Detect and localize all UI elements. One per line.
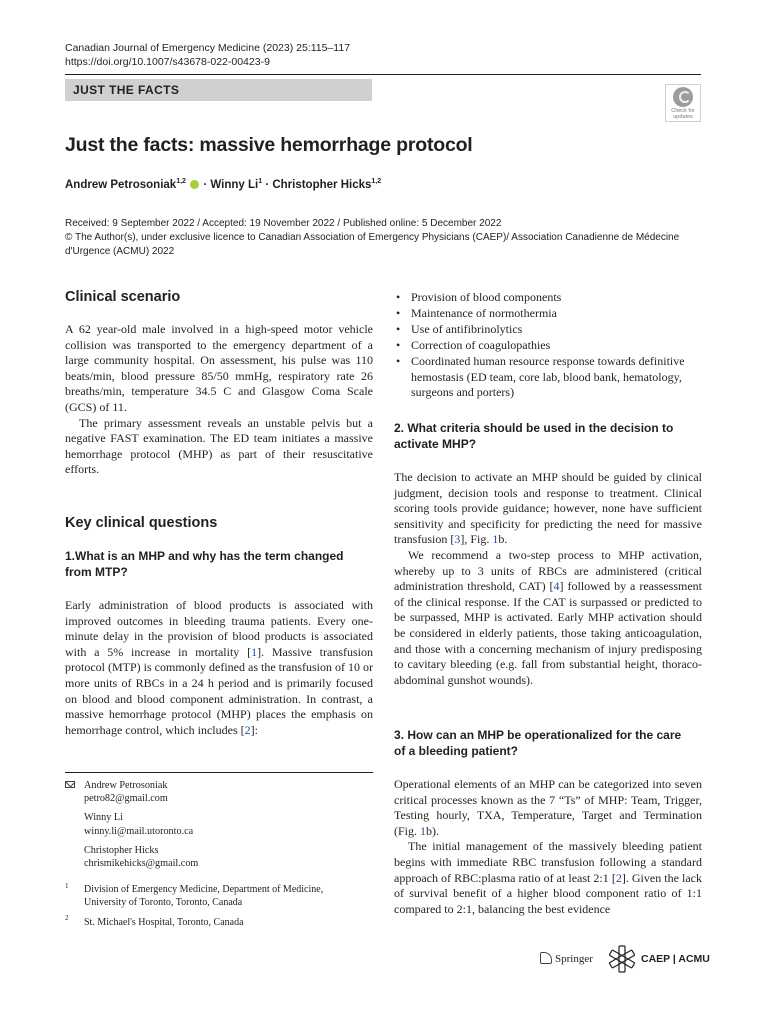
list-item: • Use of antifibrinolytics: [394, 322, 704, 338]
citation-link[interactable]: 1: [251, 644, 258, 659]
citation-link[interactable]: 2: [244, 722, 251, 737]
article-dates: [65, 217, 705, 259]
heading-clinical-scenario: Clinical scenario: [65, 289, 181, 305]
springer-label: Springer: [555, 953, 593, 965]
caep-acmu-logo: [641, 953, 710, 965]
figure-link[interactable]: 1: [492, 532, 499, 547]
logo-divider: |: [672, 953, 676, 965]
article-title: Just the facts: massive hemorrhage protocol: [65, 134, 473, 156]
heading-question-1: 1.What is an MHP and why has the term changed from MTP?: [65, 549, 344, 579]
question-1-text: [65, 598, 373, 738]
journal-header: [65, 41, 350, 69]
question-3-text: [394, 777, 702, 917]
citation-link[interactable]: 4: [553, 579, 560, 594]
acmu-label: ACMU: [678, 953, 710, 965]
text-span: b.: [498, 532, 508, 547]
text-span: ]:: [250, 722, 258, 737]
paragraph: [394, 548, 702, 688]
figure-link[interactable]: 1: [420, 823, 427, 838]
citation-link[interactable]: 2: [615, 870, 622, 885]
orcid-icon[interactable]: [190, 180, 199, 189]
hemorrhage-control-list: [394, 290, 704, 401]
caep-label: CAEP: [641, 953, 670, 965]
affiliation-number: 2: [65, 914, 69, 922]
list-item: • Coordinated human resource response towards definitive hemostasis (ED team, core lab, blood bank, hematology, surgeons and porters): [394, 354, 704, 402]
author-list: [65, 178, 381, 191]
author-separator: ·: [200, 178, 211, 191]
question-2-text: [394, 470, 702, 688]
text-span: We recommend a two-step process to MHP activation, whereby up to 3 units of RBCs are administered (critical administration threshold, CAT) [: [394, 547, 702, 594]
paragraph: [65, 598, 373, 738]
contact-email[interactable]: petro82@gmail.com: [84, 793, 168, 805]
contact-email[interactable]: chrismikehicks@gmail.com: [84, 858, 199, 870]
list-item: • Correction of coagulopathies: [394, 338, 704, 354]
author-affiliation: 1,2: [371, 178, 382, 185]
clinical-scenario-text: [65, 322, 373, 478]
doi-link[interactable]: https://doi.org/10.1007/s43678-022-00423-9: [65, 56, 270, 68]
heading-key-questions: Key clinical questions: [65, 515, 218, 531]
contact-name: Andrew Petrosoniak: [84, 780, 168, 791]
heading-question-2: 2. What criteria should be used in the decision to activate MHP?: [394, 421, 674, 451]
springer-logo: [540, 952, 593, 965]
received-dates: Received: 9 September 2022 / Accepted: 19 November 2022 / Published online: 5 December 2022: [65, 218, 502, 229]
check-updates-icon: [673, 87, 693, 107]
text-span: The decision to activate an MHP should be guided by clinical judgment, decision tools and response to treatment. Clinical scoring tools provide guidance; however, none have sufficient sensitivity and specificity for predicting the need for massive transfusion [: [394, 470, 702, 547]
section-banner: JUST THE FACTS: [65, 79, 372, 101]
affiliation-text: St. Michael's Hospital, Toronto, Canada: [84, 917, 244, 928]
affiliation-number: 1: [65, 882, 69, 890]
footnote-rule: [65, 772, 373, 773]
paragraph: [394, 777, 702, 839]
header-rule: [65, 74, 701, 75]
author-affiliation: 1: [258, 178, 263, 185]
contact-name: Christopher Hicks: [84, 844, 159, 856]
author-affiliation: 1,2: [176, 178, 186, 185]
list-item: • Maintenance of normothermia: [394, 306, 704, 322]
correspondence-block: [84, 779, 198, 870]
journal-citation: Canadian Journal of Emergency Medicine (2023) 25:115–117: [65, 42, 351, 54]
text-span: ] followed by a reassessment of the clinical response. If the CAT is surpassed or predicted to be surpassed, MHP is activated. Early MHP activation should be considered in elderly patients, those taking anticoagulation, and those with a concerning mechanism of injury predisposing to cavitary bleeding (e.g. fall from substantial height, thoraco-abdominal gunshot wounds).: [394, 579, 702, 687]
author-separator: ·: [262, 178, 273, 191]
text-span: b).: [426, 823, 440, 838]
paragraph: [394, 839, 702, 917]
check-updates-label: Check for updates: [671, 108, 695, 120]
author-name[interactable]: Andrew Petrosoniak: [65, 178, 177, 191]
contact-email[interactable]: winny.li@mail.utoronto.ca: [84, 825, 194, 837]
author-name[interactable]: Christopher Hicks: [272, 178, 372, 191]
text-span: ]. Massive transfusion protocol (MTP) is commonly defined as the transfusion of 10 or more units of RBCs in a 24 h period and is primarily focused on blood and blood component administration. In contrast, a massive hemorrhage protocol (MHP) places the emphasis on hemorrhage control, which includes [: [65, 644, 373, 737]
list-item: • Provision of blood components: [394, 290, 704, 306]
text-span: The initial management of the massively bleeding patient begins with immediate RBC transfusion following a standard approach of RBC:plasma ratio of at least 2:1 [: [394, 839, 702, 885]
heading-question-3: 3. How can an MHP be operationalized for the care of a bleeding patient?: [394, 728, 682, 758]
affiliation-text: Division of Emergency Medicine, Department of Medicine, University of Toronto, Toronto, Canada: [84, 884, 324, 908]
paragraph: A 62 year-old male involved in a high-speed motor vehicle collision was transported to the emergency department of a large community hospital. On assessment, his pulse was 110 beats/min, blood pressure 85/50 mmHg, respiratory rate 26 breaths/min, temperature 34.5 C and Glasgow Coma Scale (GCS) of 11.: [65, 322, 373, 414]
envelope-icon: [65, 781, 75, 788]
caep-asterisk-icon: [607, 945, 637, 973]
springer-horse-icon: [540, 952, 552, 964]
citation-link[interactable]: 3: [454, 532, 461, 547]
text-span: ]. Given the lack of survival benefit of a higher blood component ratio of 1:1 compared to 2:1, balancing the best evidence: [394, 870, 703, 916]
copyright-notice: © The Author(s), under exclusive licence to Canadian Association of Emergency Physicians (CAEP)/ Association Canadienne de Médecine d'Urgence (ACMU) 2022: [65, 232, 680, 257]
paragraph: [394, 470, 702, 548]
text-span: Operational elements of an MHP can be categorized into seven critical processes known as the 7 “Ts” of MHP: Team, Trigger, Testing hourly, TXA, Temperature, Target and Termination (Fig.: [394, 777, 702, 838]
author-name[interactable]: Winny Li: [210, 178, 259, 191]
paragraph: The primary assessment reveals an unstable pelvis but a negative FAST examination. The ED team initiates a massive hemorrhage protocol (MHP) as part of their resuscitative efforts.: [65, 415, 373, 477]
contact-name: Winny Li: [84, 812, 123, 824]
check-for-updates-badge[interactable]: [665, 84, 701, 122]
text-span: ], Fig.: [460, 532, 493, 547]
text-span: Early administration of blood products is associated with improved outcomes in bleeding trauma patients. Every one-minute delay in the provision of blood products is associated with a 5% increase in mortality [: [65, 598, 373, 659]
